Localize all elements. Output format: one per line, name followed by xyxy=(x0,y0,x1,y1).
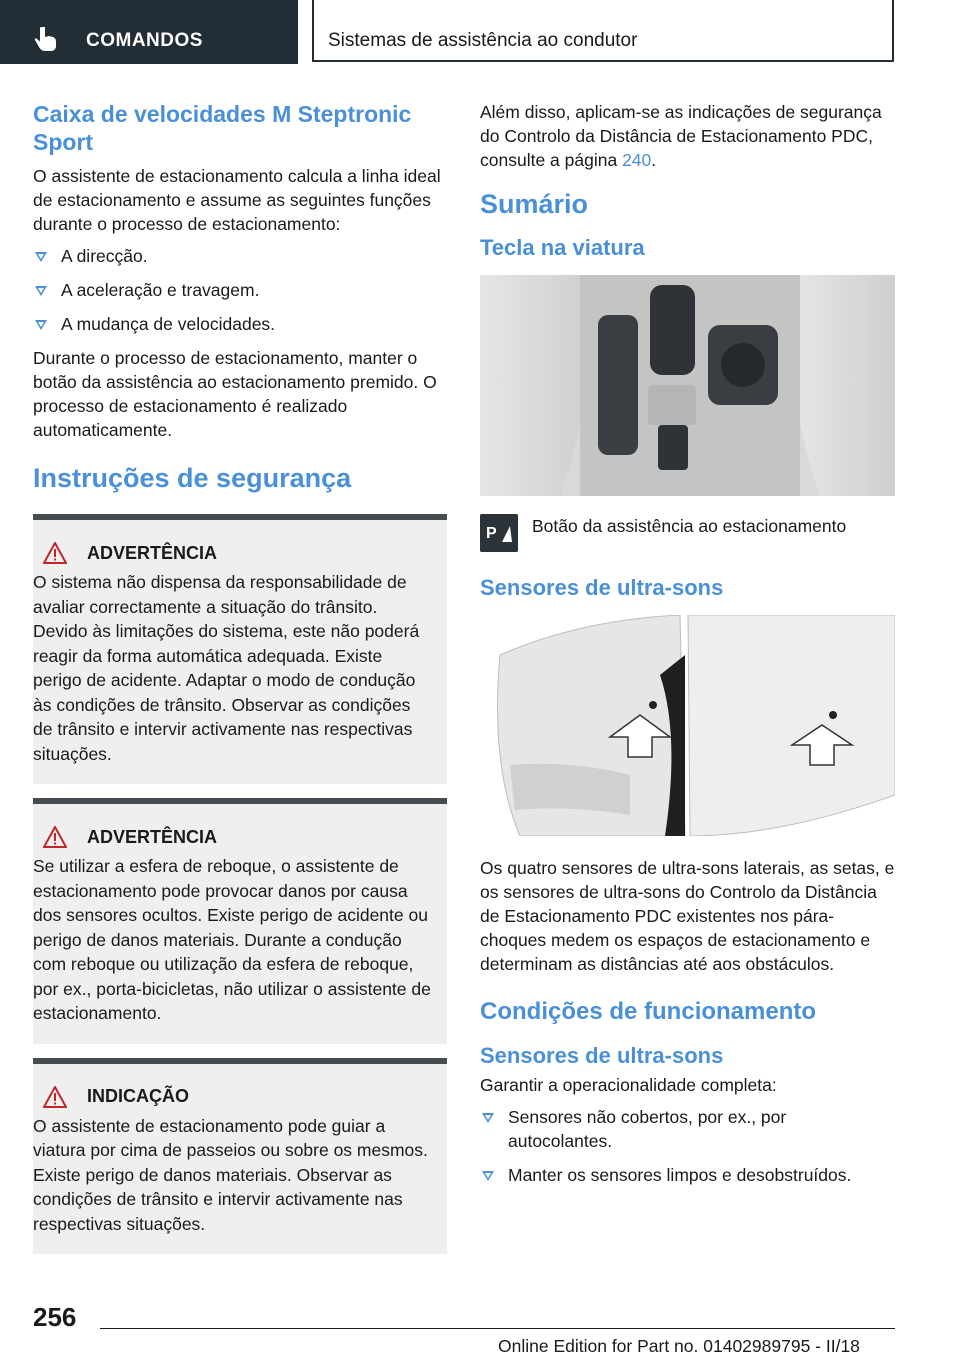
triangle-bullet-icon xyxy=(35,320,47,330)
center-console-photo xyxy=(480,275,895,496)
right-column xyxy=(480,100,895,1197)
left-column xyxy=(33,100,447,1268)
functions-list xyxy=(33,244,447,336)
paragraph-conditions: Garantir a operacionalidade completa: xyxy=(480,1075,777,1095)
warning-box xyxy=(33,798,447,1044)
paragraph-pdc: Além disso, aplicam-se as indicações de segurança do Controlo da Distância de Estacionamento PDC, consulte a página 240. xyxy=(480,102,882,170)
triangle-bullet-icon xyxy=(482,1171,494,1181)
page-number: 256 xyxy=(33,1302,77,1332)
subsection-label: Sistemas de assistência ao condutor xyxy=(328,30,638,51)
heading-safety: Instruções de segurança xyxy=(33,463,352,493)
warning-triangle-icon xyxy=(43,826,67,848)
heading-steptronic: Caixa de velocidades M Steptronic Sport xyxy=(33,101,412,155)
warning-triangle-icon xyxy=(43,542,67,564)
list-item: A direcção. xyxy=(33,244,447,268)
page-link[interactable]: 240 xyxy=(622,150,652,170)
svg-text:P: P xyxy=(486,525,497,542)
footer-edition: Online Edition for Part no. 01402989795 - II/18 xyxy=(498,1336,860,1356)
heading-conditions: Condições de funcionamento xyxy=(480,998,817,1025)
heading-key: Tecla na viatura xyxy=(480,235,645,260)
warning-box xyxy=(33,514,447,784)
heading-sensors: Sensores de ultra-sons xyxy=(480,575,724,600)
button-caption: Botão da assistência ao estacionamento xyxy=(532,516,847,536)
heading-summary: Sumário xyxy=(480,189,589,219)
header-section-tab xyxy=(0,0,298,64)
paragraph-sensors: Os quatro sensores de ultra-sons laterais, as setas, e os sensores de ultra-sons do Controlo da Distância de Estacionamento PDC existentes nos pára-choques medem os espaços de estacionamento e determinam as distâncias até aos obstáculos. xyxy=(480,858,895,974)
list-item: Manter os sensores limpos e desobstruídos. xyxy=(480,1163,895,1187)
triangle-bullet-icon xyxy=(35,252,47,262)
warning-title: ADVERTÊNCIA xyxy=(87,542,218,563)
parking-assist-icon xyxy=(480,514,518,552)
list-item: A aceleração e travagem. xyxy=(33,278,447,302)
warning-text: O sistema não dispensa da responsabilidade de avaliar correctamente a situação do trânsito. Devido às limitações do sistema, este não poderá reagir da forma automática adequada. Existe perigo de acidente. Adaptar o modo de condução às condições de trânsito. Observar as condições de trânsito e intervir activamente nas respectivas situações. xyxy=(33,572,420,764)
paragraph-functions: O assistente de estacionamento calcula a linha ideal de estacionamento e assume as seguintes funções durante o processo de estacionamento: xyxy=(33,166,441,234)
notice-title: INDICAÇÃO xyxy=(87,1086,189,1106)
triangle-bullet-icon xyxy=(482,1113,494,1123)
header-subsection xyxy=(312,0,894,62)
warning-title: ADVERTÊNCIA xyxy=(87,826,218,847)
warning-triangle-icon xyxy=(43,1086,67,1108)
conditions-list xyxy=(480,1105,895,1187)
list-item: Sensores não cobertos, por ex., por autocolantes. xyxy=(480,1105,895,1153)
notice-box xyxy=(33,1058,447,1255)
section-label: COMANDOS xyxy=(86,30,203,51)
ultrasonic-sensors-photo xyxy=(480,615,895,836)
footer-divider xyxy=(100,1328,895,1329)
warning-text: Se utilizar a esfera de reboque, o assistente de estacionamento pode provocar danos por causa dos sensores ocultos. Existe perigo de acidente ou perigo de danos materiais. Durante a condução com reboque ou utilização da esfera de reboque, por ex., porta-bicicletas, não utilizar o assistente de estacionamento. xyxy=(33,856,431,1023)
heading-sensors-2: Sensores de ultra-sons xyxy=(480,1043,724,1068)
hand-pointer-icon xyxy=(34,26,58,52)
list-item: A mudança de velocidades. xyxy=(33,312,447,336)
paragraph-process: Durante o processo de estacionamento, manter o botão da assistência ao estacionamento premido. O processo de estacionamento é realizado automaticamente. xyxy=(33,348,437,440)
triangle-bullet-icon xyxy=(35,286,47,296)
notice-text: O assistente de estacionamento pode guiar a viatura por cima de passeios ou sobre os mesmos. Existe perigo de danos materiais. Observar as condições de trânsito e intervir activamente nas respectivas situações. xyxy=(33,1115,428,1234)
